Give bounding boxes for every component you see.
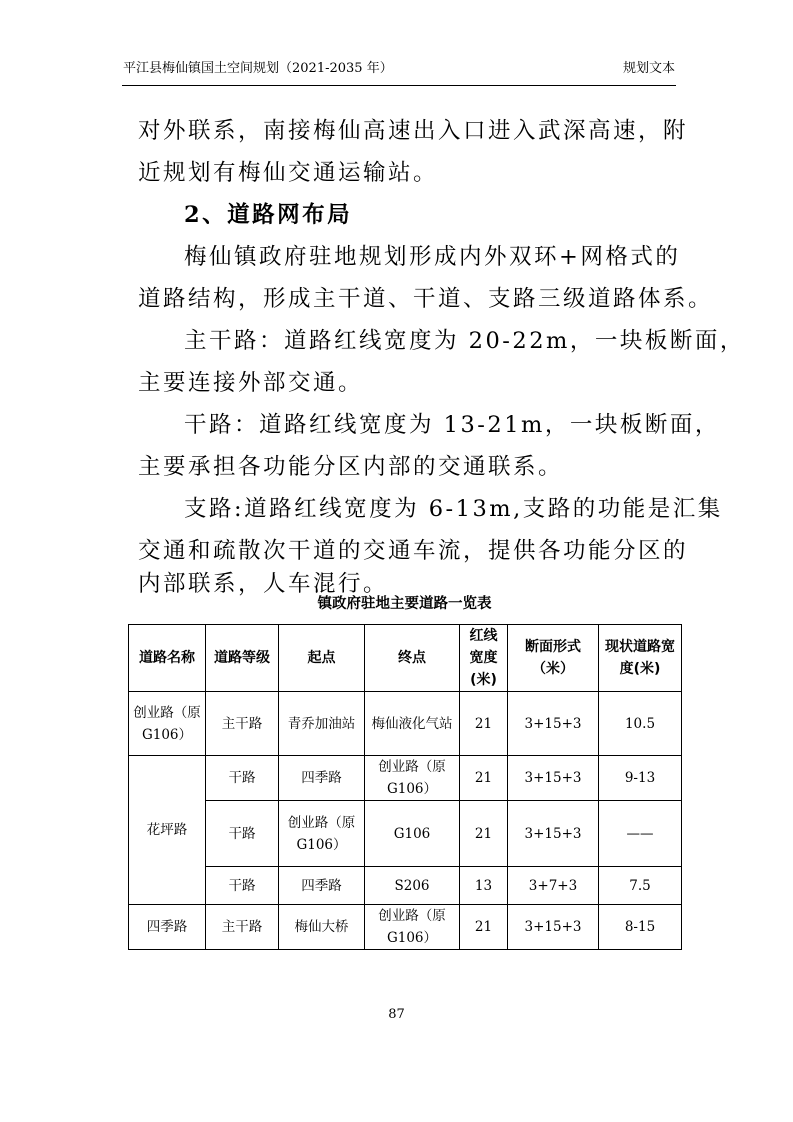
cell-end: 创业路（原G106） <box>365 756 460 801</box>
roads-table <box>128 624 682 950</box>
cell-current-width: —— <box>599 801 682 867</box>
cell-road-grade: 干路 <box>206 801 279 867</box>
cell-end: G106 <box>365 801 460 867</box>
cell-red-line-width: 21 <box>460 905 508 950</box>
cell-red-line-width: 21 <box>460 801 508 867</box>
cell-end: 创业路（原G106） <box>365 905 460 950</box>
table-row <box>129 756 682 801</box>
paragraph-line: 交通和疏散次干道的交通车流，提供各功能分区的 <box>138 538 689 564</box>
paragraph-line: 干路：道路红线宽度为 13-21m，一块板断面， <box>184 412 720 438</box>
col-header-road-name: 道路名称 <box>129 625 206 692</box>
cell-cross-section: 3+15+3 <box>508 756 599 801</box>
header-title: 平江县梅仙镇国土空间规划（2021-2035 年） <box>123 61 393 76</box>
table-title: 镇政府驻地主要道路一览表 <box>317 596 492 612</box>
cell-start: 四季路 <box>279 756 365 801</box>
cell-end: S206 <box>365 867 460 905</box>
cell-red-line-width: 21 <box>460 692 508 756</box>
cell-start: 梅仙大桥 <box>279 905 365 950</box>
paragraph-line: 对外联系，南接梅仙高速出入口进入武深高速，附 <box>138 118 689 144</box>
paragraph-line: 内部联系，人车混行。 <box>138 571 389 597</box>
cell-start: 创业路（原G106） <box>279 801 365 867</box>
paragraph-line: 支路:道路红线宽度为 6-13m,支路的功能是汇集 <box>184 496 723 522</box>
cell-red-line-width: 21 <box>460 756 508 801</box>
table-row <box>129 801 682 867</box>
paragraph-line: 主要连接外部交通。 <box>138 370 364 396</box>
col-header-current-width: 现状道路宽度(米) <box>599 625 682 692</box>
cell-road-name: 花坪路 <box>129 756 206 905</box>
cell-start: 青乔加油站 <box>279 692 365 756</box>
page-number: 87 <box>388 1007 405 1022</box>
col-header-cross-section: 断面形式（米） <box>508 625 599 692</box>
cell-current-width: 7.5 <box>599 867 682 905</box>
paragraph-line: 道路结构，形成主干道、干道、支路三级道路体系。 <box>138 286 714 312</box>
cell-end: 梅仙液化气站 <box>365 692 460 756</box>
cell-current-width: 9-13 <box>599 756 682 801</box>
cell-cross-section: 3+15+3 <box>508 905 599 950</box>
col-header-end: 终点 <box>365 625 460 692</box>
table-row <box>129 867 682 905</box>
cell-road-grade: 主干路 <box>206 905 279 950</box>
cell-road-grade: 干路 <box>206 756 279 801</box>
cell-start: 四季路 <box>279 867 365 905</box>
cell-road-name: 四季路 <box>129 905 206 950</box>
paragraph-line: 近规划有梅仙交通运输站。 <box>138 160 439 186</box>
cell-current-width: 8-15 <box>599 905 682 950</box>
page-header <box>123 60 675 78</box>
paragraph-line: 主干路：道路红线宽度为 20-22m，一块板断面， <box>184 328 745 354</box>
col-header-road-grade: 道路等级 <box>206 625 279 692</box>
section-heading: 2、道路网布局 <box>184 202 353 228</box>
table-row <box>129 692 682 756</box>
col-header-start: 起点 <box>279 625 365 692</box>
cell-cross-section: 3+15+3 <box>508 801 599 867</box>
cell-cross-section: 3+7+3 <box>508 867 599 905</box>
paragraph-line: 主要承担各功能分区内部的交通联系。 <box>138 454 564 480</box>
table-header-row <box>129 625 682 692</box>
cell-red-line-width: 13 <box>460 867 508 905</box>
cell-road-name: 创业路（原G106） <box>129 692 206 756</box>
table-row <box>129 905 682 950</box>
cell-cross-section: 3+15+3 <box>508 692 599 756</box>
cell-road-grade: 干路 <box>206 867 279 905</box>
header-section: 规划文本 <box>622 61 675 76</box>
cell-current-width: 10.5 <box>599 692 682 756</box>
paragraph-line: 梅仙镇政府驻地规划形成内外双环+网格式的 <box>184 244 681 270</box>
cell-road-grade: 主干路 <box>206 692 279 756</box>
header-rule <box>122 85 676 86</box>
col-header-red-line-width: 红线宽度(米) <box>460 625 508 692</box>
